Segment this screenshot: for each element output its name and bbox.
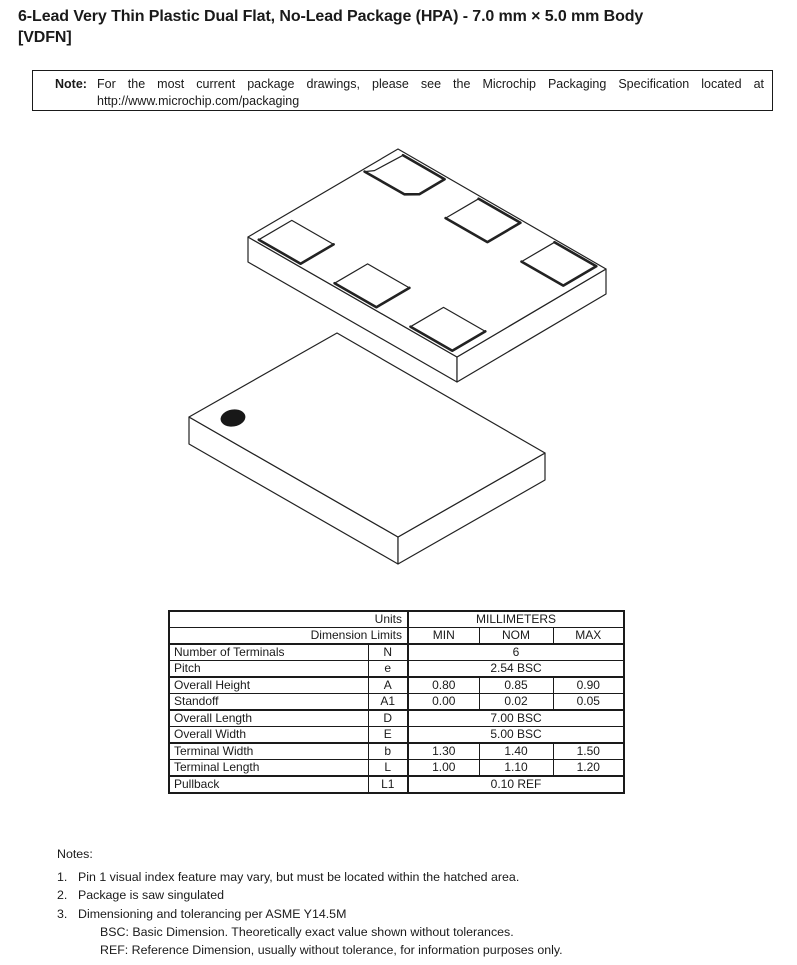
dim-min: 0.80 [408,677,479,694]
page-title-line2: [VDFN] [18,29,72,46]
package-top-view [189,333,545,564]
note-item-text: Dimensioning and tolerancing per ASME Y14.5M [78,906,347,921]
dimensions-table [168,610,625,794]
table-row [169,694,624,711]
dim-value: 0.10 REF [408,776,624,793]
dim-name: Standoff [169,694,368,711]
dim-value: 5.00 BSC [408,727,624,744]
dim-symbol: E [368,727,408,744]
dimension-limits-label: Dimension Limits [169,628,408,645]
dim-symbol: e [368,661,408,678]
dim-symbol: N [368,644,408,661]
dim-name: Overall Width [169,727,368,744]
dim-symbol: A1 [368,694,408,711]
page-title-line1: 6-Lead Very Thin Plastic Dual Flat, No-Lead Package (HPA) - 7.0 mm × 5.0 mm Body [18,8,644,25]
table-row [169,661,624,678]
note-subitem-ref: REF: Reference Dimension, usually without tolerance, for information purposes only. [100,943,563,958]
package-drawing [150,140,630,580]
dim-value: 7.00 BSC [408,710,624,727]
min-header: MIN [408,628,479,645]
dim-symbol: L [368,760,408,777]
dim-name: Overall Height [169,677,368,694]
page-title [18,6,768,48]
note-item-text: Package is saw singulated [78,888,225,903]
nom-header: NOM [479,628,553,645]
dim-name: Number of Terminals [169,644,368,661]
note-subitem-bsc: BSC: Basic Dimension. Theoretically exact value shown without tolerances. [100,924,514,939]
table-row-dimension-limits [169,628,624,645]
table-row [169,743,624,760]
note-body [95,71,772,109]
table-row [169,677,624,694]
dim-value: 2.54 BSC [408,661,624,678]
dim-symbol: b [368,743,408,760]
dim-max: 1.50 [553,743,624,760]
dim-nom: 1.40 [479,743,553,760]
note-label: Note: [55,77,87,91]
dim-name: Pitch [169,661,368,678]
note-item [57,886,737,904]
note-item [57,905,737,923]
dim-name: Terminal Length [169,760,368,777]
dim-min: 1.30 [408,743,479,760]
note-item-number: 1. [57,870,68,885]
dim-symbol: A [368,677,408,694]
package-bottom-view [248,149,606,382]
dim-max: 0.05 [553,694,624,711]
millimeters-label: MILLIMETERS [408,611,624,628]
dim-nom: 0.85 [479,677,553,694]
dim-max: 1.20 [553,760,624,777]
table-row [169,727,624,744]
dim-value: 6 [408,644,624,661]
notes-section [57,845,737,959]
note-url: http://www.microchip.com/packaging [97,93,300,108]
table-row [169,710,624,727]
dim-max: 0.90 [553,677,624,694]
dim-nom: 1.10 [479,760,553,777]
table-row-units [169,611,624,628]
table-row [169,776,624,793]
dim-min: 0.00 [408,694,479,711]
note-item [57,868,737,886]
notes-heading: Notes: [57,847,93,861]
max-header: MAX [553,628,624,645]
table-row [169,760,624,777]
dim-name: Pullback [169,776,368,793]
dimensions-table-wrap [168,610,625,794]
dim-symbol: D [368,710,408,727]
dim-symbol: L1 [368,776,408,793]
units-label: Units [169,611,408,628]
note-box [32,70,773,111]
dim-name: Overall Length [169,710,368,727]
dim-min: 1.00 [408,760,479,777]
note-item-text: Pin 1 visual index feature may vary, but must be located within the hatched area. [78,870,520,885]
note-item-number: 2. [57,888,68,903]
note-text-line1: For the most current package drawings, please see the Microchip Packaging Specification located at [97,77,764,91]
note-item-number: 3. [57,906,68,921]
dim-name: Terminal Width [169,743,368,760]
table-row [169,644,624,661]
dim-nom: 0.02 [479,694,553,711]
